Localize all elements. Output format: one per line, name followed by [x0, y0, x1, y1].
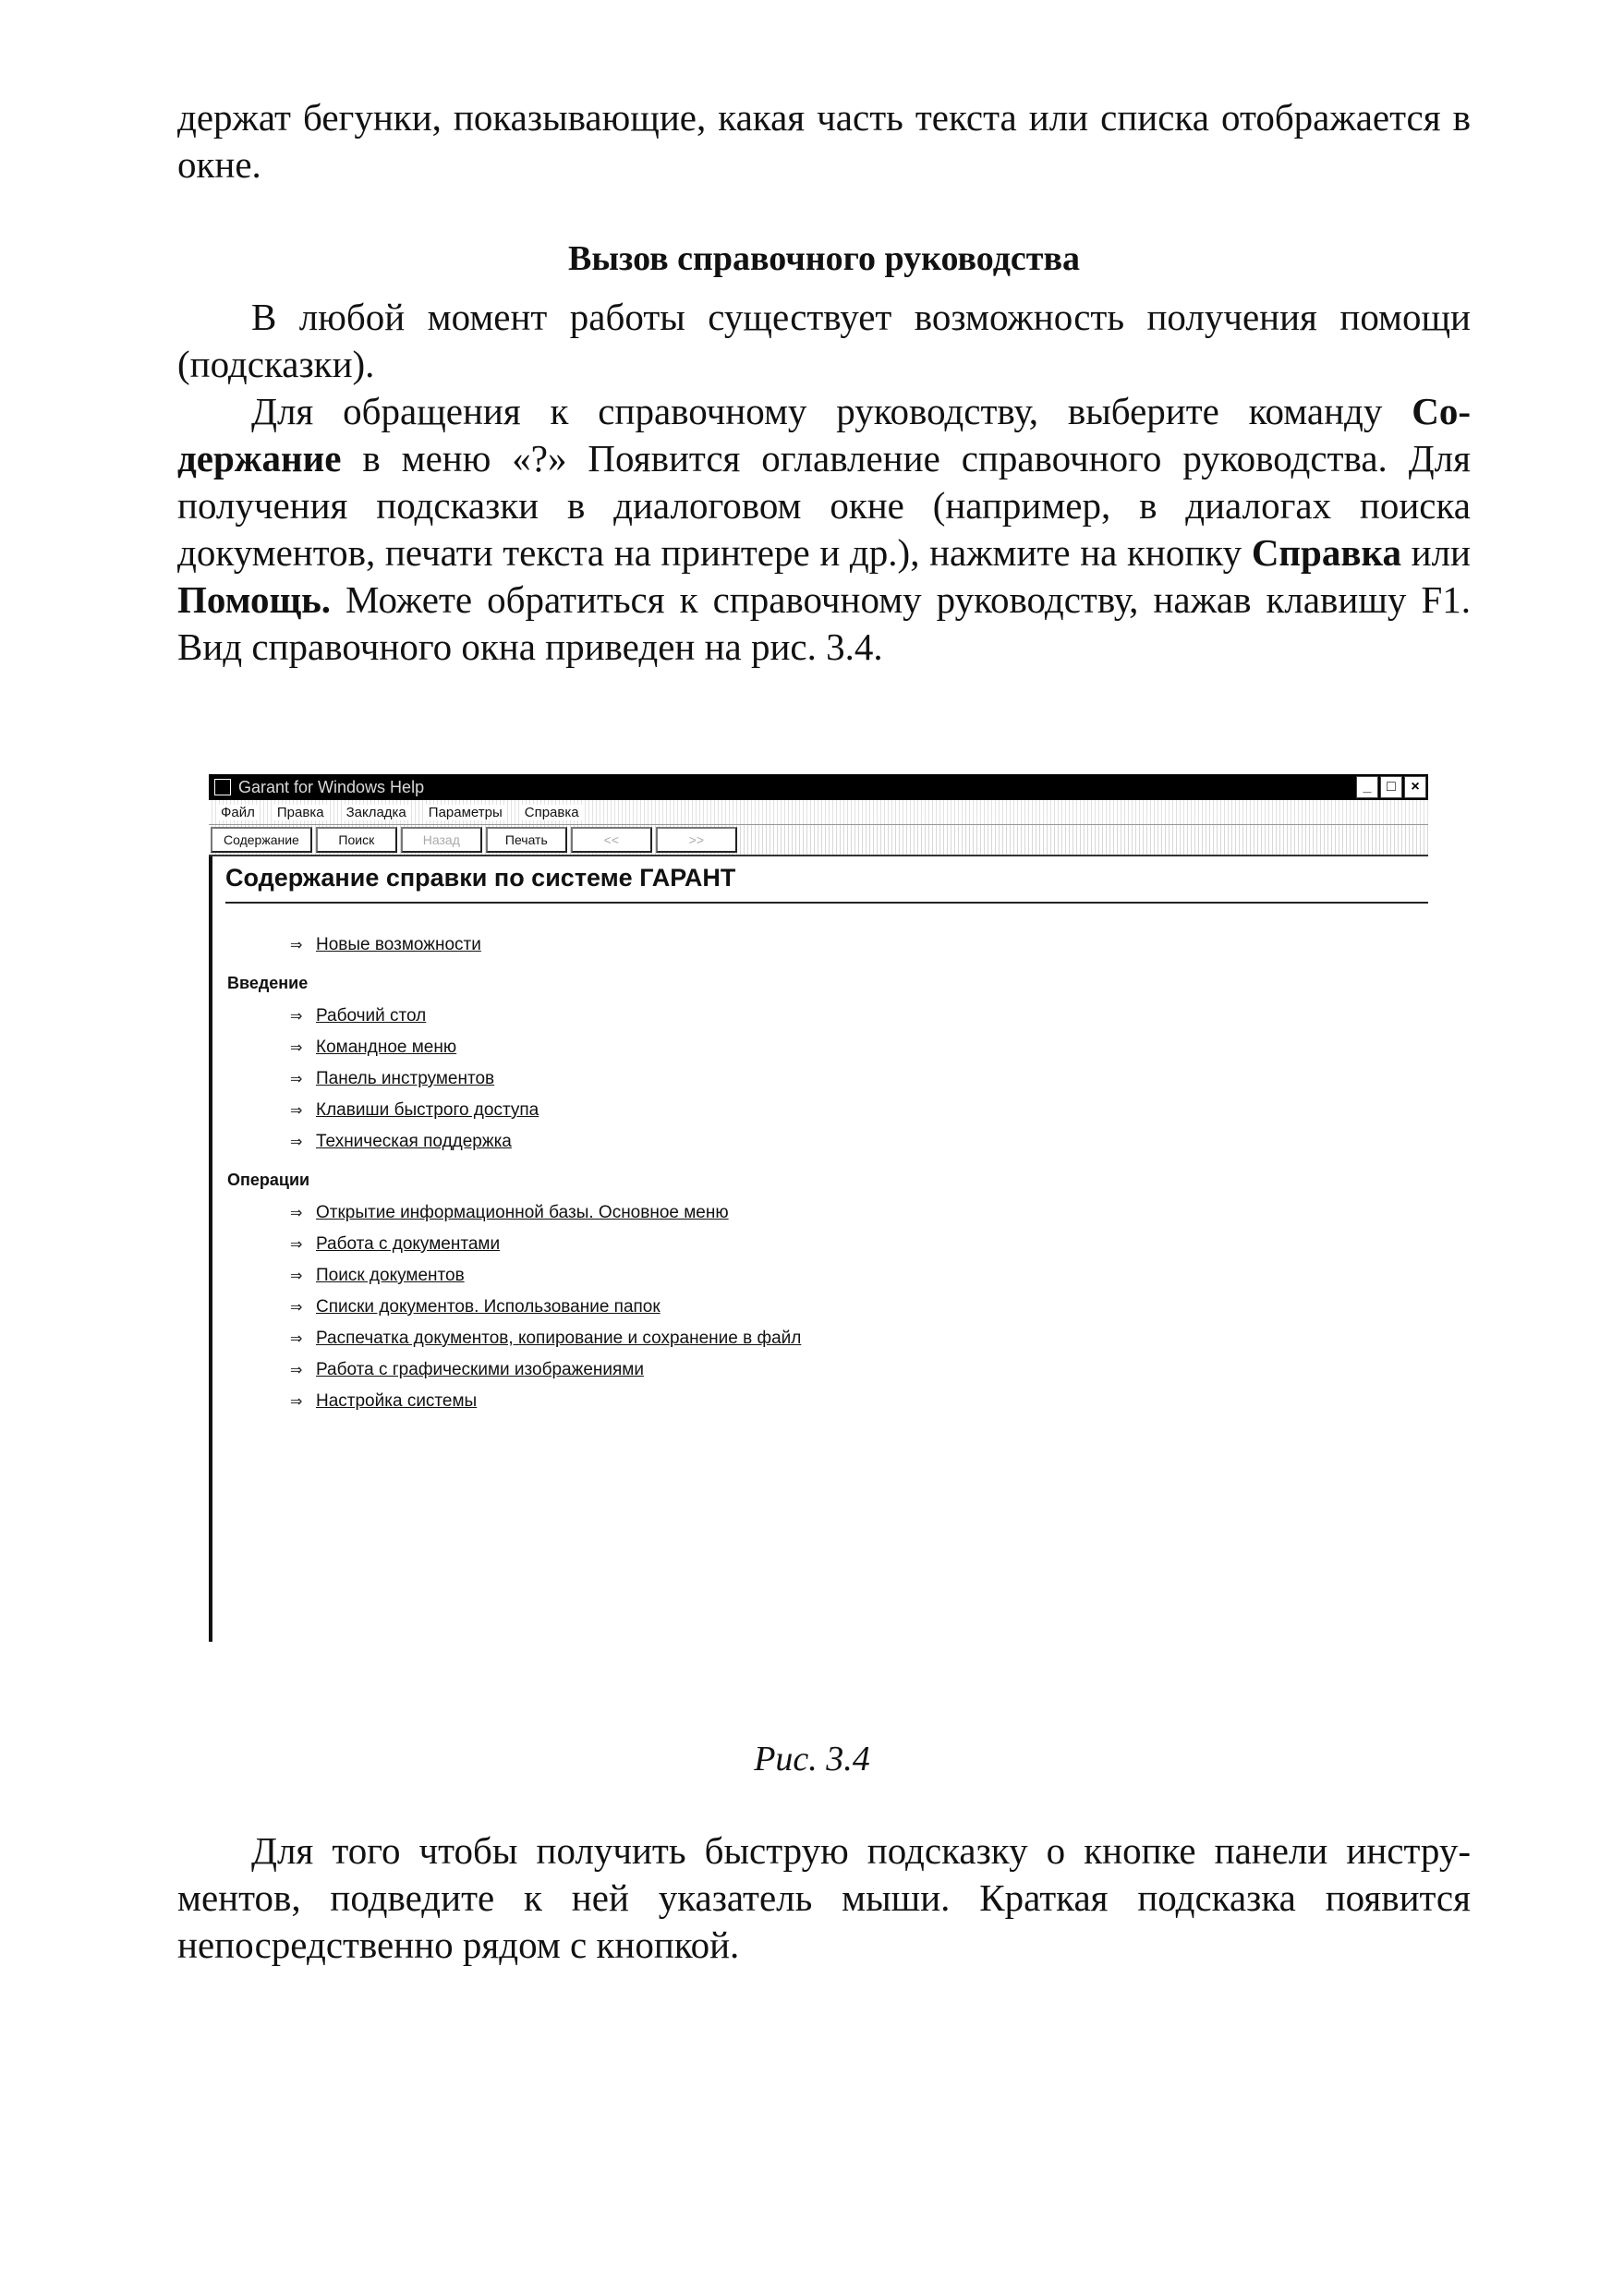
- window-titlebar: [209, 774, 1428, 800]
- arrow-icon: ⇒: [290, 1103, 303, 1119]
- arrow-icon: ⇒: [290, 1237, 303, 1253]
- list-item[interactable]: [290, 1197, 1428, 1229]
- menu-help[interactable]: Справка: [522, 805, 582, 820]
- topic-link[interactable]: Настройка системы: [316, 1391, 478, 1411]
- figure-caption: Рис. 3.4: [754, 1740, 870, 1778]
- arrow-icon: ⇒: [290, 1300, 303, 1316]
- minimize-button[interactable]: _: [1356, 776, 1378, 798]
- topic-link[interactable]: Командное меню: [316, 1038, 457, 1057]
- topic-link[interactable]: Распечатка документов, копирование и сохранение в файл: [316, 1329, 802, 1348]
- arrow-icon: ⇒: [290, 1009, 303, 1025]
- search-button[interactable]: Поиск: [316, 827, 397, 853]
- paragraph-intro: держат бегунки, показывающие, какая часть текста или списка отображается в окне.: [177, 96, 1471, 186]
- bold-term-assist: Помощь.: [177, 578, 332, 621]
- help-content-pane: [209, 856, 1428, 1642]
- arrow-icon: ⇒: [290, 1363, 303, 1378]
- menu-edit[interactable]: Правка: [274, 805, 327, 820]
- arrow-icon: ⇒: [290, 938, 303, 953]
- help-app-icon: [214, 779, 231, 795]
- topic-link[interactable]: Панель инструментов: [316, 1069, 495, 1088]
- section-title: Введение: [227, 974, 309, 992]
- toolbar: [209, 825, 1428, 856]
- bold-term-help: Справка: [1251, 531, 1401, 574]
- list-item[interactable]: [290, 1095, 1428, 1126]
- list-item[interactable]: [290, 929, 1428, 961]
- list-item[interactable]: [290, 1386, 1428, 1417]
- print-button[interactable]: Печать: [486, 827, 567, 853]
- list-item[interactable]: [290, 1063, 1428, 1095]
- topic-link[interactable]: Работа с графическими изображениями: [316, 1360, 644, 1379]
- bold-term-contents: Содержание: [177, 390, 1471, 479]
- list-item[interactable]: [290, 1032, 1428, 1063]
- section-title: Операции: [227, 1171, 310, 1189]
- menu-bookmark[interactable]: Закладка: [344, 805, 409, 820]
- topic-link[interactable]: Поиск документов: [316, 1266, 465, 1285]
- arrow-icon: ⇒: [290, 1135, 303, 1150]
- arrow-icon: ⇒: [290, 1394, 303, 1410]
- paragraph-help-availability: В любой момент работы существует возможность получения помощи (подсказки).: [177, 296, 1471, 385]
- topic-link[interactable]: Открытие информационной базы. Основное меню: [316, 1203, 729, 1222]
- list-item[interactable]: [290, 1001, 1428, 1032]
- topic-list-operations: [225, 1197, 1428, 1417]
- paragraph-tooltip: Для того чтобы получить быструю подсказку о кнопке панели инструментов, подведите к ней указатель мыши. Краткая подсказка появится непосредственно рядом с кнопкой.: [177, 1829, 1471, 1966]
- topic-link[interactable]: Списки документов. Использование папок: [316, 1297, 661, 1317]
- list-item[interactable]: [290, 1292, 1428, 1323]
- arrow-icon: ⇒: [290, 1206, 303, 1221]
- window-title: Garant for Windows Help: [238, 777, 425, 796]
- content-title: Содержание справки по системе ГАРАНТ: [225, 856, 1428, 904]
- menu-options[interactable]: Параметры: [426, 805, 505, 820]
- top-topic-list: [225, 929, 1428, 961]
- list-item[interactable]: [290, 1260, 1428, 1292]
- list-item[interactable]: [290, 1229, 1428, 1260]
- paragraph-help-instructions: Для обращения к справочному руководству, выберите команду Содержание в меню «?» Появится оглавление справочного руководства. Для получения подсказки в диалоговом окне (например, в диалогах поиска документов, печати текста на принтере и др.), нажмите на кнопку Справка или Помощь. Можете обратиться к справочному руководству, нажав клавишу F1. Вид справочного окна приведен на рис. 3.4.: [177, 390, 1471, 668]
- topic-link[interactable]: Клавиши быстрого доступа: [316, 1100, 539, 1120]
- close-button[interactable]: ×: [1404, 776, 1426, 798]
- list-item[interactable]: [290, 1354, 1428, 1386]
- topic-list-intro: [225, 1001, 1428, 1158]
- menu-bar: [209, 800, 1428, 825]
- topic-link[interactable]: Рабочий стол: [316, 1006, 427, 1026]
- menu-file[interactable]: Файл: [218, 805, 258, 820]
- prev-topic-button[interactable]: <<: [571, 827, 652, 853]
- contents-button[interactable]: Содержание: [211, 827, 312, 853]
- list-item[interactable]: [290, 1126, 1428, 1158]
- next-topic-button[interactable]: >>: [656, 827, 737, 853]
- back-button[interactable]: Назад: [401, 827, 482, 853]
- help-window-screenshot: [209, 774, 1428, 1647]
- list-item[interactable]: [290, 1323, 1428, 1354]
- section-heading: Вызов справочного руководства: [568, 239, 1080, 278]
- topic-link[interactable]: Техническая поддержка: [316, 1132, 512, 1151]
- maximize-button[interactable]: □: [1380, 776, 1402, 798]
- topic-link[interactable]: Работа с документами: [316, 1234, 501, 1254]
- arrow-icon: ⇒: [290, 1072, 303, 1087]
- arrow-icon: ⇒: [290, 1331, 303, 1347]
- arrow-icon: ⇒: [290, 1040, 303, 1056]
- topic-link[interactable]: Новые возможности: [316, 935, 481, 954]
- arrow-icon: ⇒: [290, 1268, 303, 1284]
